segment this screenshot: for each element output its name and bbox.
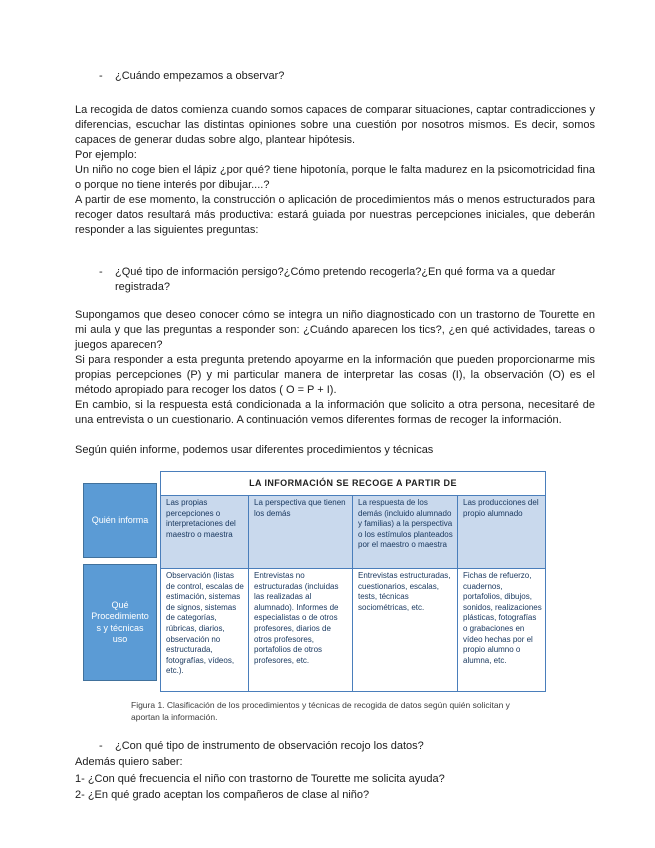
paragraph-from-that-moment: A partir de ese momento, la construcción o aplicación de procedimientos más o menos estructurados para recoger datos resultará más productiva: estará guiada por nuestras percepciones iniciales, que deberán responder a las siguientes preguntas:: [75, 194, 595, 236]
paragraph-interview-questionnaire: En cambio, si la respuesta está condicionada a la información que solicito a otra persona, necesitaré de una entrevista o un cuestionario. A continuación vemos diferentes formas de recoger la información.: [75, 399, 595, 426]
bullet-question-when-observe: [75, 69, 595, 84]
table-cell-unstructured-interviews: Entrevistas no estructuradas (incluidas las realizadas al alumnado). Informes de especialistas o de otros profesores, diarios de otros profesores, portafolios de otros profesores, etc.: [249, 569, 353, 692]
table-row-labels: [83, 471, 157, 681]
table-cell-structured-interviews: Entrevistas estructuradas, cuestionarios, escalas, tests, técnicas sociométricas, etc.: [353, 569, 458, 692]
closing-question-2: 2- ¿En qué grado aceptan los compañeros de clase al niño?: [75, 789, 370, 801]
figure-caption: Figura 1. Clasificación de los procedimientos y técnicas de recogida de datos según quién solicitan y aportan la información.: [131, 700, 510, 722]
bullet-question-instrument: [75, 739, 595, 754]
table-cell-student-work-records: Fichas de refuerzo, cuadernos, portafolios, dibujos, sonidos, realizaciones plásticas, fotografías o grabaciones en vídeo hechas por el propio alumno o alumna, etc.: [458, 569, 546, 692]
bullet-question-instrument-text: ¿Con qué tipo de instrumento de observación recojo los datos?: [115, 740, 424, 752]
table-cell-own-perceptions: Las propias percepciones o interpretaciones del maestro o maestra: [161, 496, 249, 569]
table-cell-observation-tools: Observación (listas de control, escalas de estimación, sistemas de signos, sistemas de categorías, rúbricas, diarios, observación no estructurada, fotografías, vídeos, etc.).: [161, 569, 249, 692]
paragraph-example-child: Un niño no coge bien el lápiz ¿por qué? tiene hipotonía, porque le falta madurez en la psicomotricidad fina o porque no tiene interés por dibujar....?: [75, 164, 595, 191]
closing-question-1: 1- ¿Con qué frecuencia el niño con trastorno de Tourette me solicita ayuda?: [75, 772, 445, 785]
paragraph-tourette-example: Supongamos que deseo conocer cómo se integra un niño diagnosticado con un trastorno de Tourette en mi aula y que las preguntas a responder son: ¿Cuándo aparecen los tics?, ¿en qué actividades, tareas o juegos aparecen?: [75, 309, 595, 351]
bullet-question-info-type: [75, 265, 595, 295]
table-cell-student-productions: Las producciones del propio alumnado: [458, 496, 546, 569]
information-sources-table: [160, 471, 546, 692]
table-row-procedures: [161, 569, 546, 692]
bullet-question-info-type-text: ¿Qué tipo de información persigo?¿Cómo pretendo recogerla?¿En qué forma va a quedar registrada?: [115, 266, 556, 293]
bullet-dash-icon: -: [99, 740, 103, 752]
closing-intro: Además quiero saber:: [75, 756, 183, 768]
paragraph-observation-method: Si para responder a esta pregunta pretendo apoyarme en la información que pueden proporcionarme mis propias percepciones (P) y mi particular manera de interpretar las cosas (I), la observación (O) es el método apropiado para recoger los datos ( O = P + I).: [75, 354, 595, 396]
document-content: [75, 69, 595, 804]
table-row-who-informs: [161, 496, 546, 569]
table-cell-others-responses: La respuesta de los demás (incluido alumnado y familias) a la perspectiva o los estímulos planteados por el maestro o maestra: [353, 496, 458, 569]
bullet-question-when-observe-text: ¿Cuándo empezamos a observar?: [115, 70, 285, 82]
paragraph-example-label: Por ejemplo:: [75, 149, 137, 161]
bullet-dash-icon: -: [99, 266, 103, 278]
paragraph-table-intro: Según quién informe, podemos usar diferentes procedimientos y técnicas: [75, 444, 434, 456]
figure-1: [83, 471, 595, 692]
bullet-dash-icon: -: [99, 70, 103, 82]
row-label-who-informs: Quién informa: [83, 483, 157, 558]
table-header-row: [161, 472, 546, 496]
paragraph-data-collection: La recogida de datos comienza cuando somos capaces de comparar situaciones, captar contradicciones y diferencias, escuchar las distintas opiniones sobre una cuestión por nosotros mismos. Es decir, somos capaces de generar dudas sobre algo, plantear hipótesis.: [75, 104, 595, 146]
table-header-title: LA INFORMACIÓN SE RECOGE A PARTIR DE: [161, 472, 546, 496]
table-cell-others-perspective: La perspectiva que tienen los demás: [249, 496, 353, 569]
row-label-procedures-techniques: Qué Procedimientos y técnicas uso: [83, 564, 157, 681]
